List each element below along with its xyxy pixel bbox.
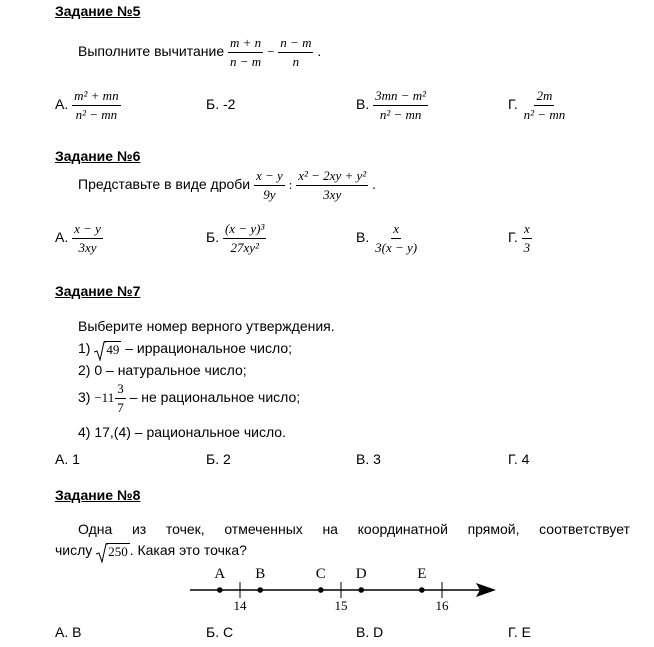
point-label: E — [417, 566, 427, 582]
task8-option-c[interactable]: В. D — [356, 624, 384, 640]
task5-option-b[interactable]: Б. -2 — [206, 96, 236, 112]
task8-option-a[interactable]: А. В — [55, 624, 82, 640]
task7-option-a[interactable]: А. 1 — [55, 451, 80, 467]
task8-text-line-2: числу 250 . Какая это точка? — [55, 542, 247, 560]
number-line — [0, 560, 654, 618]
task7-statement-1: 1) 49 – иррациональное число; — [78, 340, 292, 358]
axis-ticks — [234, 582, 450, 613]
task7-option-d[interactable]: Г. 4 — [508, 451, 530, 467]
task6-fraction-2: $\frac{\text{x² − 2xy + y²}}{3xy}$ — [298, 168, 367, 202]
point-A — [217, 587, 223, 593]
task5-operator: − — [267, 44, 275, 60]
task7-statement-3: 3) −11 $\frac{3}{7}$ – не рациональное число; — [78, 381, 301, 415]
point-B — [257, 587, 263, 593]
point-D — [358, 587, 364, 593]
task7-prompt: Выберите номер верного утверждения. — [78, 318, 335, 334]
task7-option-c[interactable]: В. 3 — [356, 451, 381, 467]
task5-title: Задание №5 — [55, 3, 141, 19]
task6-prompt-row: Представьте в виде дроби $\frac{x - y}{9y}$ : $\frac{\text{x² − 2xy + y²}}{3xy}$ . — [78, 168, 376, 202]
task5-option-a[interactable]: А. $\frac{\text{m² + mn}}{\text{n² − mn}}$ — [55, 88, 119, 122]
task6-option-c[interactable]: В. $\frac{x}{3(x - y)}$ — [356, 221, 418, 255]
task7-option-b[interactable]: Б. 2 — [206, 451, 231, 467]
point-C — [318, 587, 324, 593]
point-label: D — [355, 566, 367, 582]
point-label: B — [255, 566, 266, 582]
task6-option-b[interactable]: Б. $\frac{\text{(x − y)³}}{\text{27xy²}}$ — [206, 221, 265, 255]
task6-option-a[interactable]: А. $\frac{x - y}{3xy}$ — [55, 221, 101, 255]
task6-fraction-1: $\frac{x - y}{9y}$ — [256, 168, 283, 202]
task8-option-b[interactable]: Б. С — [206, 624, 234, 640]
task5-fraction-2: $\frac{n - m}{n}$ — [280, 35, 312, 69]
task6-title: Задание №6 — [55, 148, 141, 164]
task7-statement-4: 4) 17,(4) – рациональное число. — [78, 424, 286, 440]
task5-fraction-1: $\frac{m + n}{n - m}$ — [230, 35, 262, 69]
tick-label: 15 — [334, 598, 348, 613]
task6-operator: : — [288, 177, 293, 193]
task7-statement-2: 2) 0 – натуральное число; — [78, 362, 247, 378]
task8-option-d[interactable]: Г. Е — [508, 624, 531, 640]
task7-title: Задание №7 — [55, 283, 141, 299]
tick-label: 14 — [233, 598, 247, 613]
task8-title: Задание №8 — [55, 487, 141, 503]
task5-prompt: Выполните вычитание — [78, 43, 225, 60]
task5-option-d[interactable]: Г. $\frac{2m}{\text{n² − mn}}$ — [508, 88, 566, 122]
axis-points — [214, 566, 426, 593]
task5-prompt-row: Выполните вычитание $\frac{m + n}{n - m}$ − $\frac{n - m}{n}$ . — [78, 35, 322, 69]
task8-text-line-1: Одна из точек, отмеченных на координатной прямой, соответствует — [78, 521, 630, 537]
tick-label: 16 — [435, 598, 449, 613]
point-label: C — [315, 566, 326, 582]
point-E — [419, 587, 425, 593]
point-label: A — [214, 566, 226, 582]
task6-prompt: Представьте в виде дроби — [78, 176, 251, 193]
sqrt-icon: 250 — [96, 543, 130, 560]
sqrt-icon: 49 — [94, 341, 121, 358]
task6-option-d[interactable]: Г. $\frac{x}{3}$ — [508, 221, 531, 255]
task5-option-c[interactable]: В. $\frac{\text{3mn − m²}}{\text{n² − mn}}$ — [356, 88, 427, 122]
